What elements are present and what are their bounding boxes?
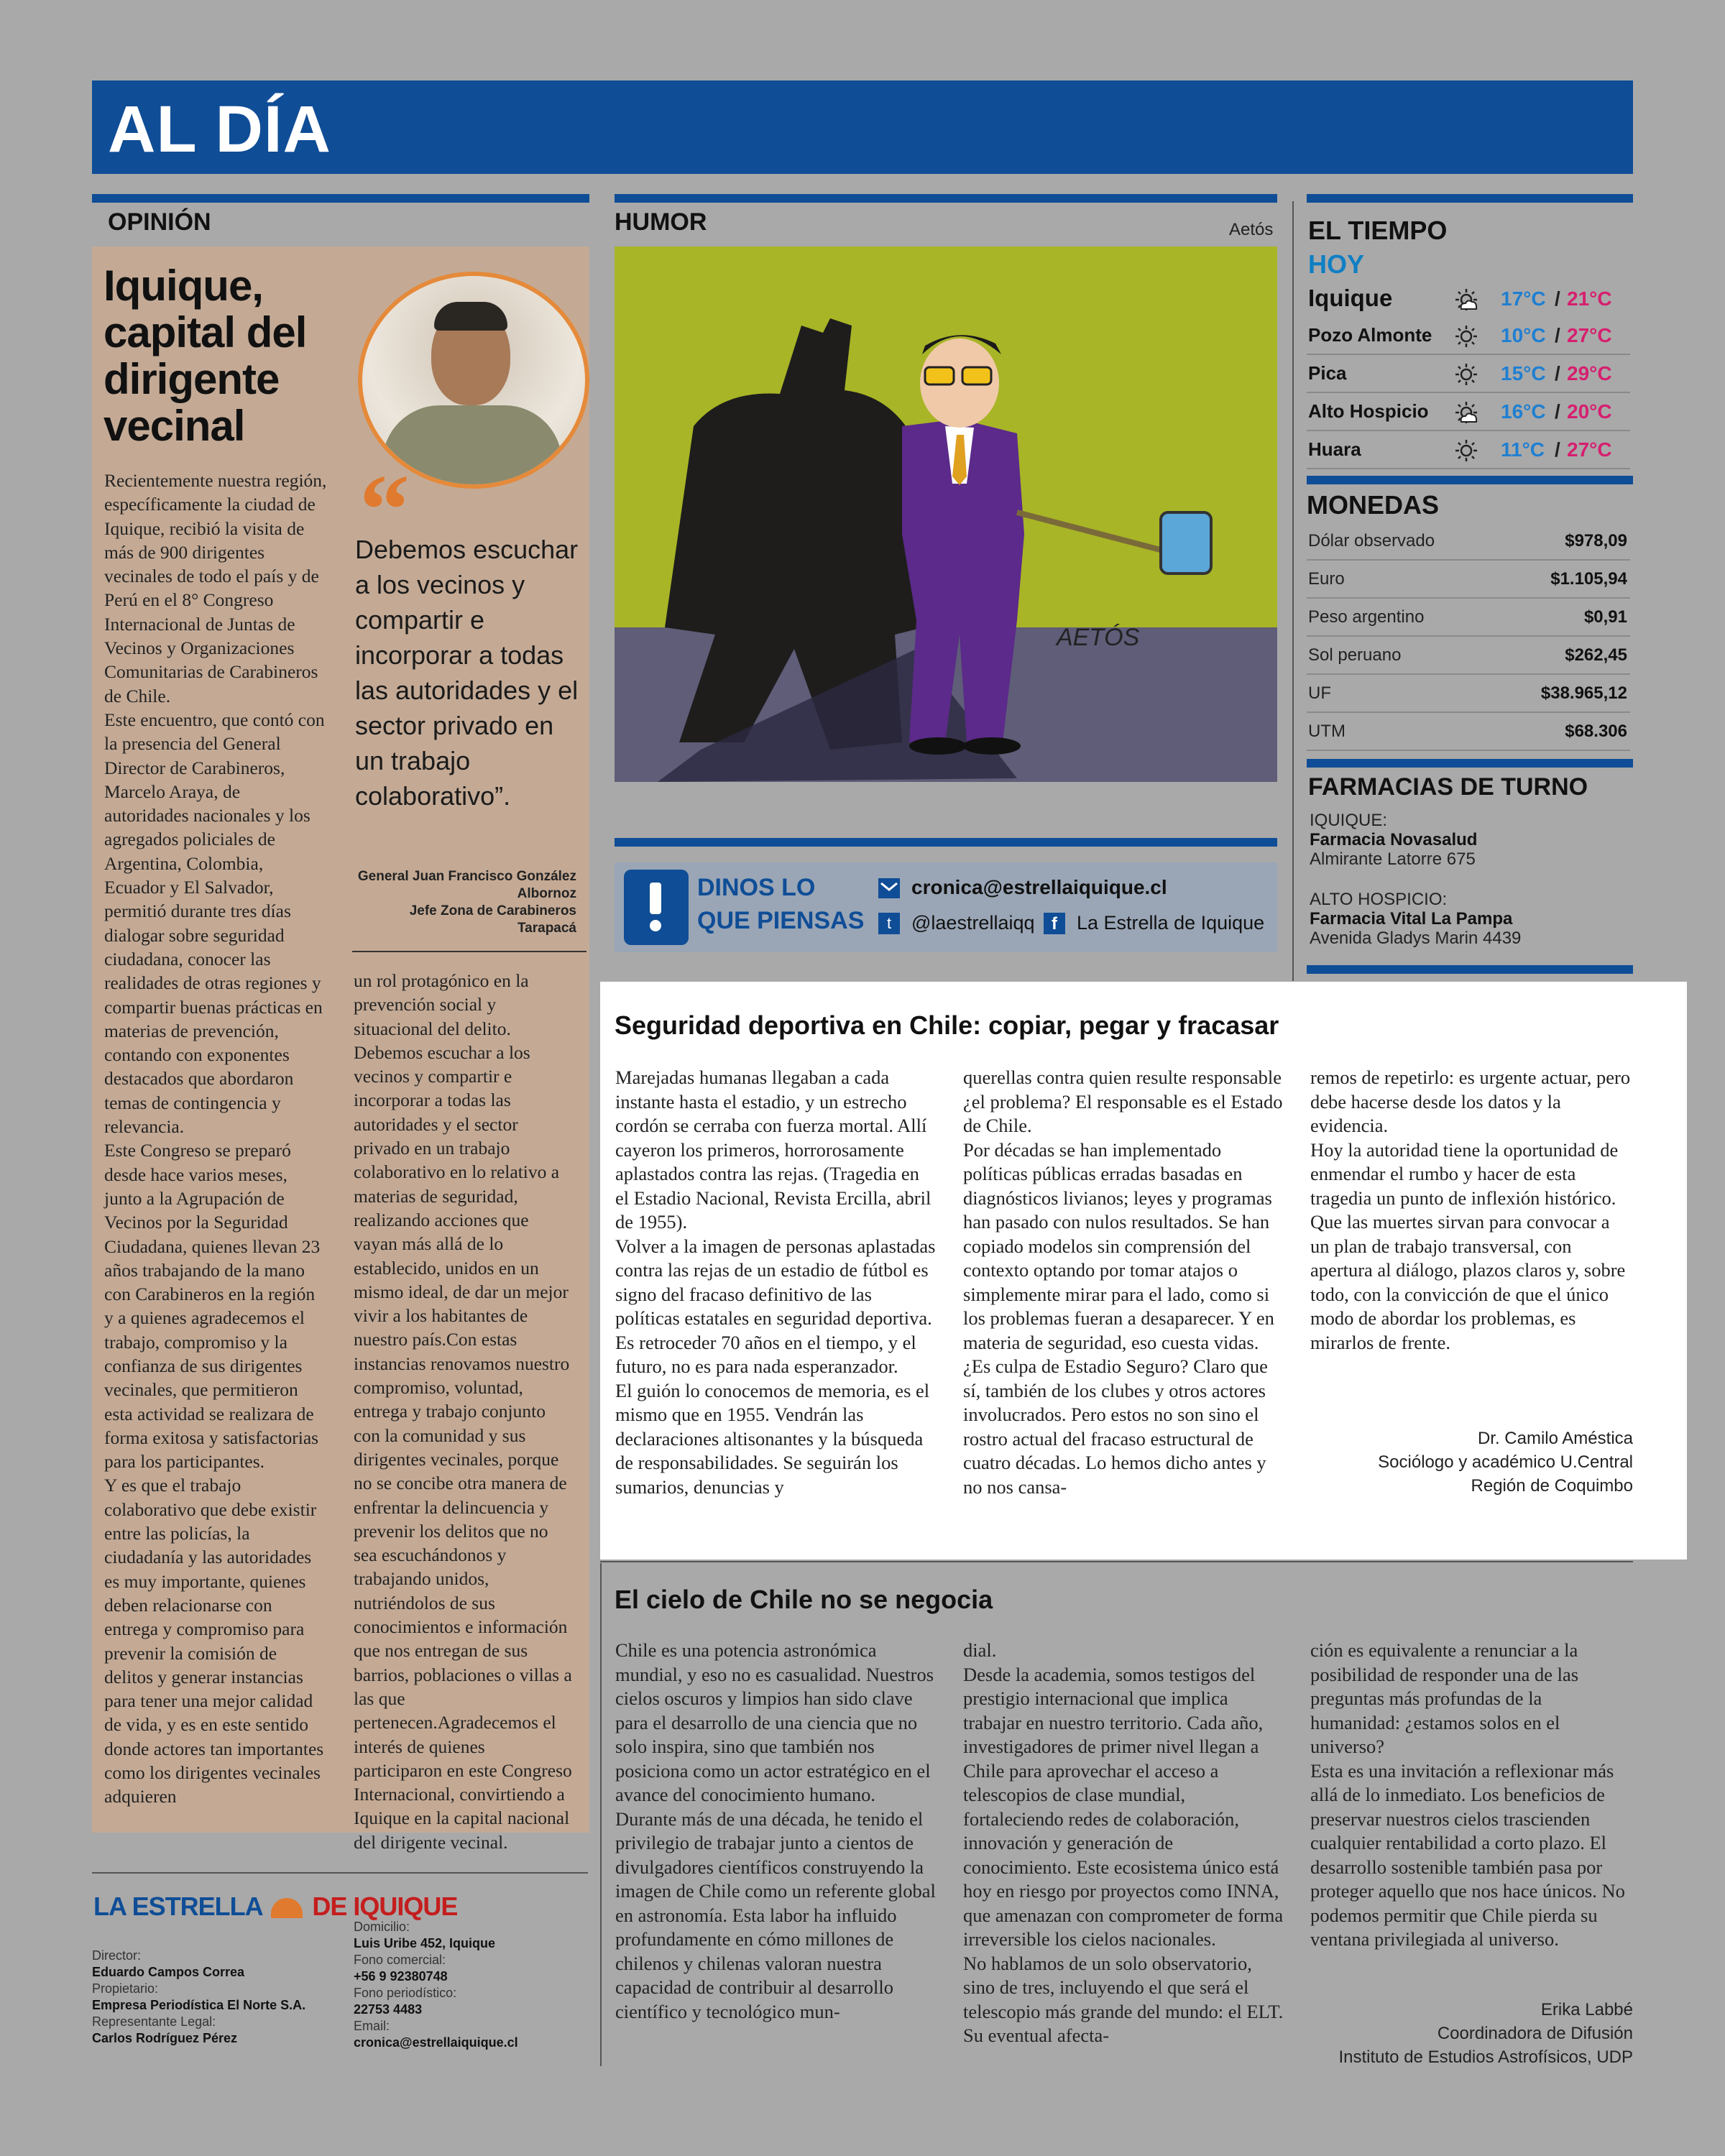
pharmacy-entry-1: [1310, 811, 1477, 869]
column-divider: [1292, 201, 1294, 981]
article-sky-col-1: [615, 1639, 937, 2024]
cartoon-drawing: [615, 247, 1277, 782]
cartoon-artist: Aetós: [1229, 220, 1274, 239]
opinion-rule: [92, 194, 589, 203]
currency-value: $978,09: [1565, 531, 1627, 550]
article-sky-role-1: Coordinadora de Difusión: [1437, 2024, 1633, 2043]
currency-name: Peso argentino: [1308, 607, 1425, 627]
rep-name: Carlos Rodríguez Pérez: [92, 2031, 238, 2045]
article-security-col-3: [1310, 1066, 1632, 1355]
paragraph: Debemos escuchar a los vecinos y compartir e incorporar a todas las autoridades y el sector privado en un trabajo colaborativo en lo relativo a materias de seguridad, realizando acciones que vayan más allá de lo establecido, unidos en un mismo ideal, de dar un mejor vivir a los habitantes de nuestro país.Con estas instancias renovamos nuestro compromiso, voluntad, entrega y trabajo conjunto con la comunidad y sus dirigentes vecinales, porque no se concibe otra manera de enfrentar la delincuencia y prevenir los delitos que no sea escuchándonos y trabajando unidos, nutriéndolos de sus conocimientos e información que nos entregan de sus barrios, poblaciones o villas a las que pertenecen.Agradecemos el interés de quienes participaron en este Congreso Internacional, convirtiendo a Iquique en la capital nacional del dirigente vecinal.: [354, 1041, 572, 1853]
pharmacy-bottom-rule: [1307, 965, 1633, 974]
weather-min-temp: 16°C: [1501, 400, 1546, 423]
weather-city: Iquique: [1308, 285, 1393, 311]
pull-quote: Debemos escuchar a los vecinos y compartir e incorporar a todas las autoridades y el sector privado en un trabajo colaborativo”.: [355, 535, 579, 811]
quote-author-role: Jefe Zona de Carabineros Tarapacá: [409, 903, 576, 936]
paragraph: Esta es una invitación a reflexionar más allá de lo inmediato. Los beneficios de preservar nuestros cielos trascienden cualquier rentabilidad a corto plazo. El desarrollo sostenible también pasa por proteger aquello que nos hace únicos. No podemos permitir que Chile pierda su ventana privilegiada al universo.: [1310, 1759, 1625, 1950]
article-security-title: Seguridad deportiva en Chile: copiar, pegar y fracasar: [615, 1010, 1279, 1040]
contact-rule: [615, 838, 1277, 847]
cartoon-glasses-left: [925, 367, 954, 384]
weather-row: [1307, 355, 1630, 393]
sun-icon: [1454, 362, 1478, 387]
weather-row: [1307, 280, 1630, 317]
article-sky-col-3: [1310, 1639, 1632, 1952]
paragraph: querellas contra quien resulte responsable ¿el problema? El responsable es el Estado de Chile.: [963, 1067, 1283, 1136]
weather-city: Huara: [1308, 438, 1361, 460]
pharmacy-address: Avenida Gladys Marin 4439: [1310, 929, 1522, 948]
opinion-column-2: [354, 969, 575, 1854]
weather-title: EL TIEMPO: [1308, 216, 1448, 245]
article-sky-author: Erika Labbé: [1540, 2000, 1633, 2019]
currency-row: [1307, 599, 1630, 637]
quote-author-name: General Juan Francisco González Albornoz: [357, 869, 576, 901]
weather-city: Alto Hospicio: [1308, 400, 1429, 422]
contact-title: DINOS LO QUE PIENSAS: [697, 874, 865, 934]
weather-rule: [1307, 194, 1633, 203]
weather-max-temp: 29°C: [1567, 362, 1612, 384]
currency-rule: [1307, 476, 1633, 484]
commercial-phone: +56 9 92380748: [354, 1969, 448, 1984]
pharmacy-address: Almirante Latorre 675: [1310, 849, 1476, 869]
article-security-role: Sociólogo y académico U.Central Región de Coquimbo: [1378, 1452, 1633, 1496]
paragraph: un rol protagónico en la prevención social y situacional del delito.: [354, 970, 529, 1039]
paragraph: Durante más de una década, he tenido el privilegio de trabajar junto a cientos de divulgadores científicos construyendo la imagen de Chile como un referente global en astronomía. Esta labor ha influido profundamente en cómo millones de chilenos y chilenas valoran nuestra capacidad de contribuir al desarrollo científico y tecnológico mun-: [615, 1807, 936, 2022]
paragraph: ¿Es culpa de Estadio Seguro? Claro que sí, también de los clubes y otros actores involucrados. Pero estos no son sino el rostro actual del fracaso estructural de cuatro décadas. Lo hemos dicho antes y no nos cansa-: [963, 1355, 1268, 1498]
currency-value: $1.105,94: [1550, 569, 1627, 589]
paragraph: Este encuentro, que contó con la presencia del General Director de Carabineros, Marcelo Araya, de autoridades nacionales y los agregados policiales de Argentina, Colombia, Ecuador y El Salvador, permitió durante tres días dialogar sobre seguridad ciudadana, conocer las realidades de otras regiones y compartir buenas prácticas en materias de prevención, contando con exponentes destacados que abordaron temas de contingencia y relevancia.: [104, 709, 325, 1138]
paragraph: El guión lo conocemos de memoria, es el mismo que en 1955. Vendrán las declaraciones altisonantes y la búsqueda de responsabilidades. Se seguirán los sumarios, denuncias y: [615, 1379, 930, 1498]
weather-max-temp: 27°C: [1567, 438, 1612, 461]
speech-bubble-icon: [624, 870, 689, 945]
currency-row: [1307, 522, 1630, 561]
currency-row: [1307, 713, 1630, 751]
paragraph: remos de repetirlo: es urgente actuar, pero debe hacerse desde los datos y la evidencia.: [1310, 1067, 1631, 1136]
weather-row: [1307, 317, 1630, 355]
pharmacy-title: FARMACIAS DE TURNO: [1308, 773, 1588, 801]
currency-value: $38.965,12: [1540, 683, 1627, 703]
address-label: Domicilio:: [354, 1920, 410, 1934]
currency-name: Dólar observado: [1308, 531, 1435, 550]
opinion-title: Iquique, capital del dirigente vecinal: [104, 262, 307, 450]
currency-value: $0,91: [1583, 607, 1627, 627]
article-sky-role-2: Instituto de Estudios Astrofísicos, UDP: [1338, 2047, 1633, 2067]
weather-subtitle: HOY: [1308, 249, 1365, 279]
pharmacy-city: ALTO HOSPICIO:: [1310, 890, 1448, 909]
masthead-email[interactable]: cronica@estrellaiquique.cl: [354, 2035, 518, 2050]
paragraph: dial.: [963, 1639, 997, 1661]
contact-twitter-link[interactable]: @laestrellaiqq: [911, 912, 1035, 934]
director-name: Eduardo Campos Correa: [92, 1965, 245, 1979]
facebook-icon: f: [1044, 913, 1065, 934]
paragraph: ción es equivalente a renunciar a la posibilidad de responder una de las preguntas más profundas de la humanidad: ¿estamos solos en el universo?: [1310, 1639, 1579, 1757]
cartoon-glasses-right: [962, 367, 991, 384]
weather-slash: /: [1555, 362, 1560, 384]
article-sky-col-2: [963, 1639, 1285, 2048]
weather-max-temp: 21°C: [1567, 287, 1612, 310]
opinion-column-1: [104, 469, 328, 1809]
logo-emblem-icon: [271, 1898, 303, 1918]
owner-name: Empresa Periodística El Norte S.A.: [92, 1998, 306, 2012]
currency-name: Sol peruano: [1308, 645, 1402, 665]
weather-min-temp: 11°C: [1501, 438, 1545, 461]
weather-max-temp: 20°C: [1567, 400, 1612, 423]
weather-slash: /: [1555, 324, 1560, 346]
cartoon-signature: AETÓS: [1057, 624, 1140, 651]
contact-facebook-link[interactable]: La Estrella de Iquique: [1077, 912, 1265, 934]
director-label: Director:: [92, 1948, 142, 1963]
pharmacy-entry-2: [1310, 890, 1521, 948]
weather-slash: /: [1555, 400, 1560, 423]
masthead-staff: [92, 1948, 329, 2047]
paragraph: Por décadas se han implementado políticas públicas erradas basadas en diagnósticos livianos; leyes y programas han pasado con nulos resultados. Se han copiado modelos sin comprensión del contexto optando por tomar atajos o simplemente mirar para el lado, como si los problemas fueran a desaparecer. Y en materia de seguridad, eso cuesta vidas.: [963, 1138, 1274, 1353]
article-left-divider: [600, 1563, 602, 2066]
pharmacy-name: Farmacia Novasalud: [1310, 830, 1478, 849]
paragraph: Desde la academia, somos testigos del prestigio internacional que implica trabajar en nuestro territorio. Cada año, investigadores de primer nivel llegan a Chile para aprovechar el acceso a telescopios de clase mundial, fortaleciendo redes de colaboración, innovación y generación de conocimiento. Este ecosistema único está hoy en riesgo por proyectos como INNA, que amenazan con comprometer de forma irreversible los cielos nacionales.: [963, 1663, 1284, 1950]
photo-hair: [434, 302, 507, 331]
humor-label: HUMOR: [615, 208, 707, 236]
partly-cloudy-icon: [1454, 287, 1478, 312]
currency-row: [1307, 637, 1630, 675]
paragraph: No hablamos de un solo observatorio, sino de tres, incluyendo el que será el telescopio más grande del mundo: el ELT. Su eventual afecta-: [963, 1952, 1284, 2046]
paragraph: Recientemente nuestra región, específicamente la ciudad de Iquique, recibió la visita de más de 900 dirigentes vecinales de todo el país y de Perú en el 8° Congreso Internacional de Juntas de Vecinos y Organizaciones Comunitarias de Carabineros de Chile.: [104, 470, 327, 706]
email-label: Email:: [354, 2019, 390, 2033]
weather-city: Pica: [1308, 362, 1347, 384]
article-divider: [600, 1561, 1633, 1562]
weather-slash: /: [1555, 287, 1560, 310]
rep-label: Representante Legal:: [92, 2014, 216, 2029]
cartoon-phone: [1161, 512, 1211, 573]
cartoon-shoe-left: [909, 737, 967, 755]
sun-icon: [1454, 438, 1478, 463]
currency-row: [1307, 675, 1630, 713]
weather-max-temp: 27°C: [1567, 324, 1612, 346]
weather-row: [1307, 393, 1630, 431]
cartoon-selfie-stick: [1017, 512, 1182, 556]
cartoon-shoe-right: [963, 737, 1021, 755]
article-sky-signature: [1301, 1998, 1633, 2069]
section-title: AL DÍA: [108, 93, 331, 166]
logo-text-left: LA ESTRELLA: [93, 1892, 262, 1921]
email-icon: [878, 878, 900, 898]
humor-cartoon: [615, 247, 1277, 782]
paragraph: Y es que el trabajo colaborativo que debe existir entre las policías, la ciudadanía y las autoridades es muy importante, quienes deben relacionarse con entrega y compromiso para prevenir la comisión de delitos y generar instancias para tener una mejor calidad de vida, y es en este sentido donde actores tan importantes como los dirigentes vecinales adquieren: [104, 1475, 324, 1807]
twitter-icon: t: [878, 913, 900, 934]
currency-title: MONEDAS: [1307, 490, 1440, 520]
pharmacy-rule: [1307, 759, 1633, 768]
paragraph: Volver a la imagen de personas aplastadas contra las rejas de un estadio de fútbol es signo del fracaso definitivo de las políticas estatales en seguridad deportiva. Es retroceder 70 años en el tiempo, y el futuro, no es para nada esperanzador.: [615, 1235, 936, 1377]
weather-row: [1307, 431, 1630, 469]
currency-value: $262,45: [1565, 645, 1627, 665]
paragraph: Marejadas humanas llegaban a cada instante hasta el estadio, y un estrecho cordón se cerraba con fuerza mortal. Allí cayeron los primeros, horrorosamente aplastados contra las rejas. (Tragedia en el Estadio Nacional, Revista Ercilla, abril de 1955).: [615, 1067, 932, 1233]
currency-value: $68.306: [1565, 722, 1627, 741]
news-phone: 22753 4483: [354, 2002, 423, 2017]
article-security-col-1: [615, 1066, 937, 1499]
paragraph: Hoy la autoridad tiene la oportunidad de enmendar el rumbo y hacer de esta tragedia un punto de inflexión histórico. Que las muertes sirvan para convocar a un plan de trabajo transversal, con apertura al diálogo, plazos claros y, sobre todo, con la convicción de que el único modo de abordar los problemas, es mirarlos de frente.: [1310, 1138, 1626, 1353]
currency-name: UTM: [1308, 722, 1346, 741]
quote-divider: [352, 951, 586, 952]
contact-email-link[interactable]: cronica@estrellaiquique.cl: [911, 876, 1167, 898]
newspaper-logo: [93, 1892, 457, 1922]
weather-table: [1307, 280, 1630, 469]
article-sky-title: El cielo de Chile no se negocia: [615, 1585, 993, 1614]
opinion-label: OPINIÓN: [108, 208, 211, 236]
partly-cloudy-icon: [1454, 400, 1478, 425]
weather-min-temp: 10°C: [1501, 324, 1546, 346]
paragraph: Este Congreso se preparó desde hace varios meses, junto a la Agrupación de Vecinos por la Seguridad Ciudadana, quienes llevan 23 años trabajando de la mano con Carabineros en la región y a quienes agradecemos el trabajo, compromiso y la confianza de sus dirigentes vecinales, que permitieron esta actividad se realizara de forma exitosa y satisfactorias para los participantes.: [104, 1140, 321, 1473]
pharmacy-city: IQUIQUE:: [1310, 811, 1388, 830]
article-security-author: Dr. Camilo Améstica: [1477, 1429, 1633, 1448]
address-value: Luis Uribe 452, Iquique: [354, 1936, 496, 1950]
humor-rule: [615, 194, 1277, 203]
currency-name: Euro: [1308, 569, 1345, 589]
currency-name: UF: [1308, 683, 1331, 703]
weather-slash: /: [1555, 438, 1560, 461]
masthead-rule: [92, 1872, 588, 1874]
article-security-col-2: [963, 1066, 1285, 1499]
logo-text-right: DE IQUIQUE: [312, 1892, 458, 1921]
pharmacy-name: Farmacia Vital La Pampa: [1310, 909, 1513, 929]
commercial-label: Fono comercial:: [354, 1953, 446, 1967]
sun-icon: [1454, 324, 1478, 349]
weather-city: Pozo Almonte: [1308, 324, 1432, 346]
quote-mark-icon: “: [359, 454, 410, 566]
weather-min-temp: 15°C: [1501, 362, 1546, 384]
currency-row: [1307, 561, 1630, 599]
article-security-signature: [1301, 1427, 1633, 1498]
masthead-contact: [354, 1919, 584, 2051]
owner-label: Propietario:: [92, 1981, 159, 1996]
paragraph: Chile es una potencia astronómica mundial, y eso no es casualidad. Nuestros cielos oscuros y limpios han sido clave para el desarrollo de una ciencia que no solo inspira, sino que también nos posiciona como un actor estratégico en el avance del conocimiento humano.: [615, 1639, 934, 1805]
news-label: Fono periodístico:: [354, 1986, 457, 2000]
weather-min-temp: 17°C: [1501, 287, 1546, 310]
quote-signature: [355, 868, 576, 937]
